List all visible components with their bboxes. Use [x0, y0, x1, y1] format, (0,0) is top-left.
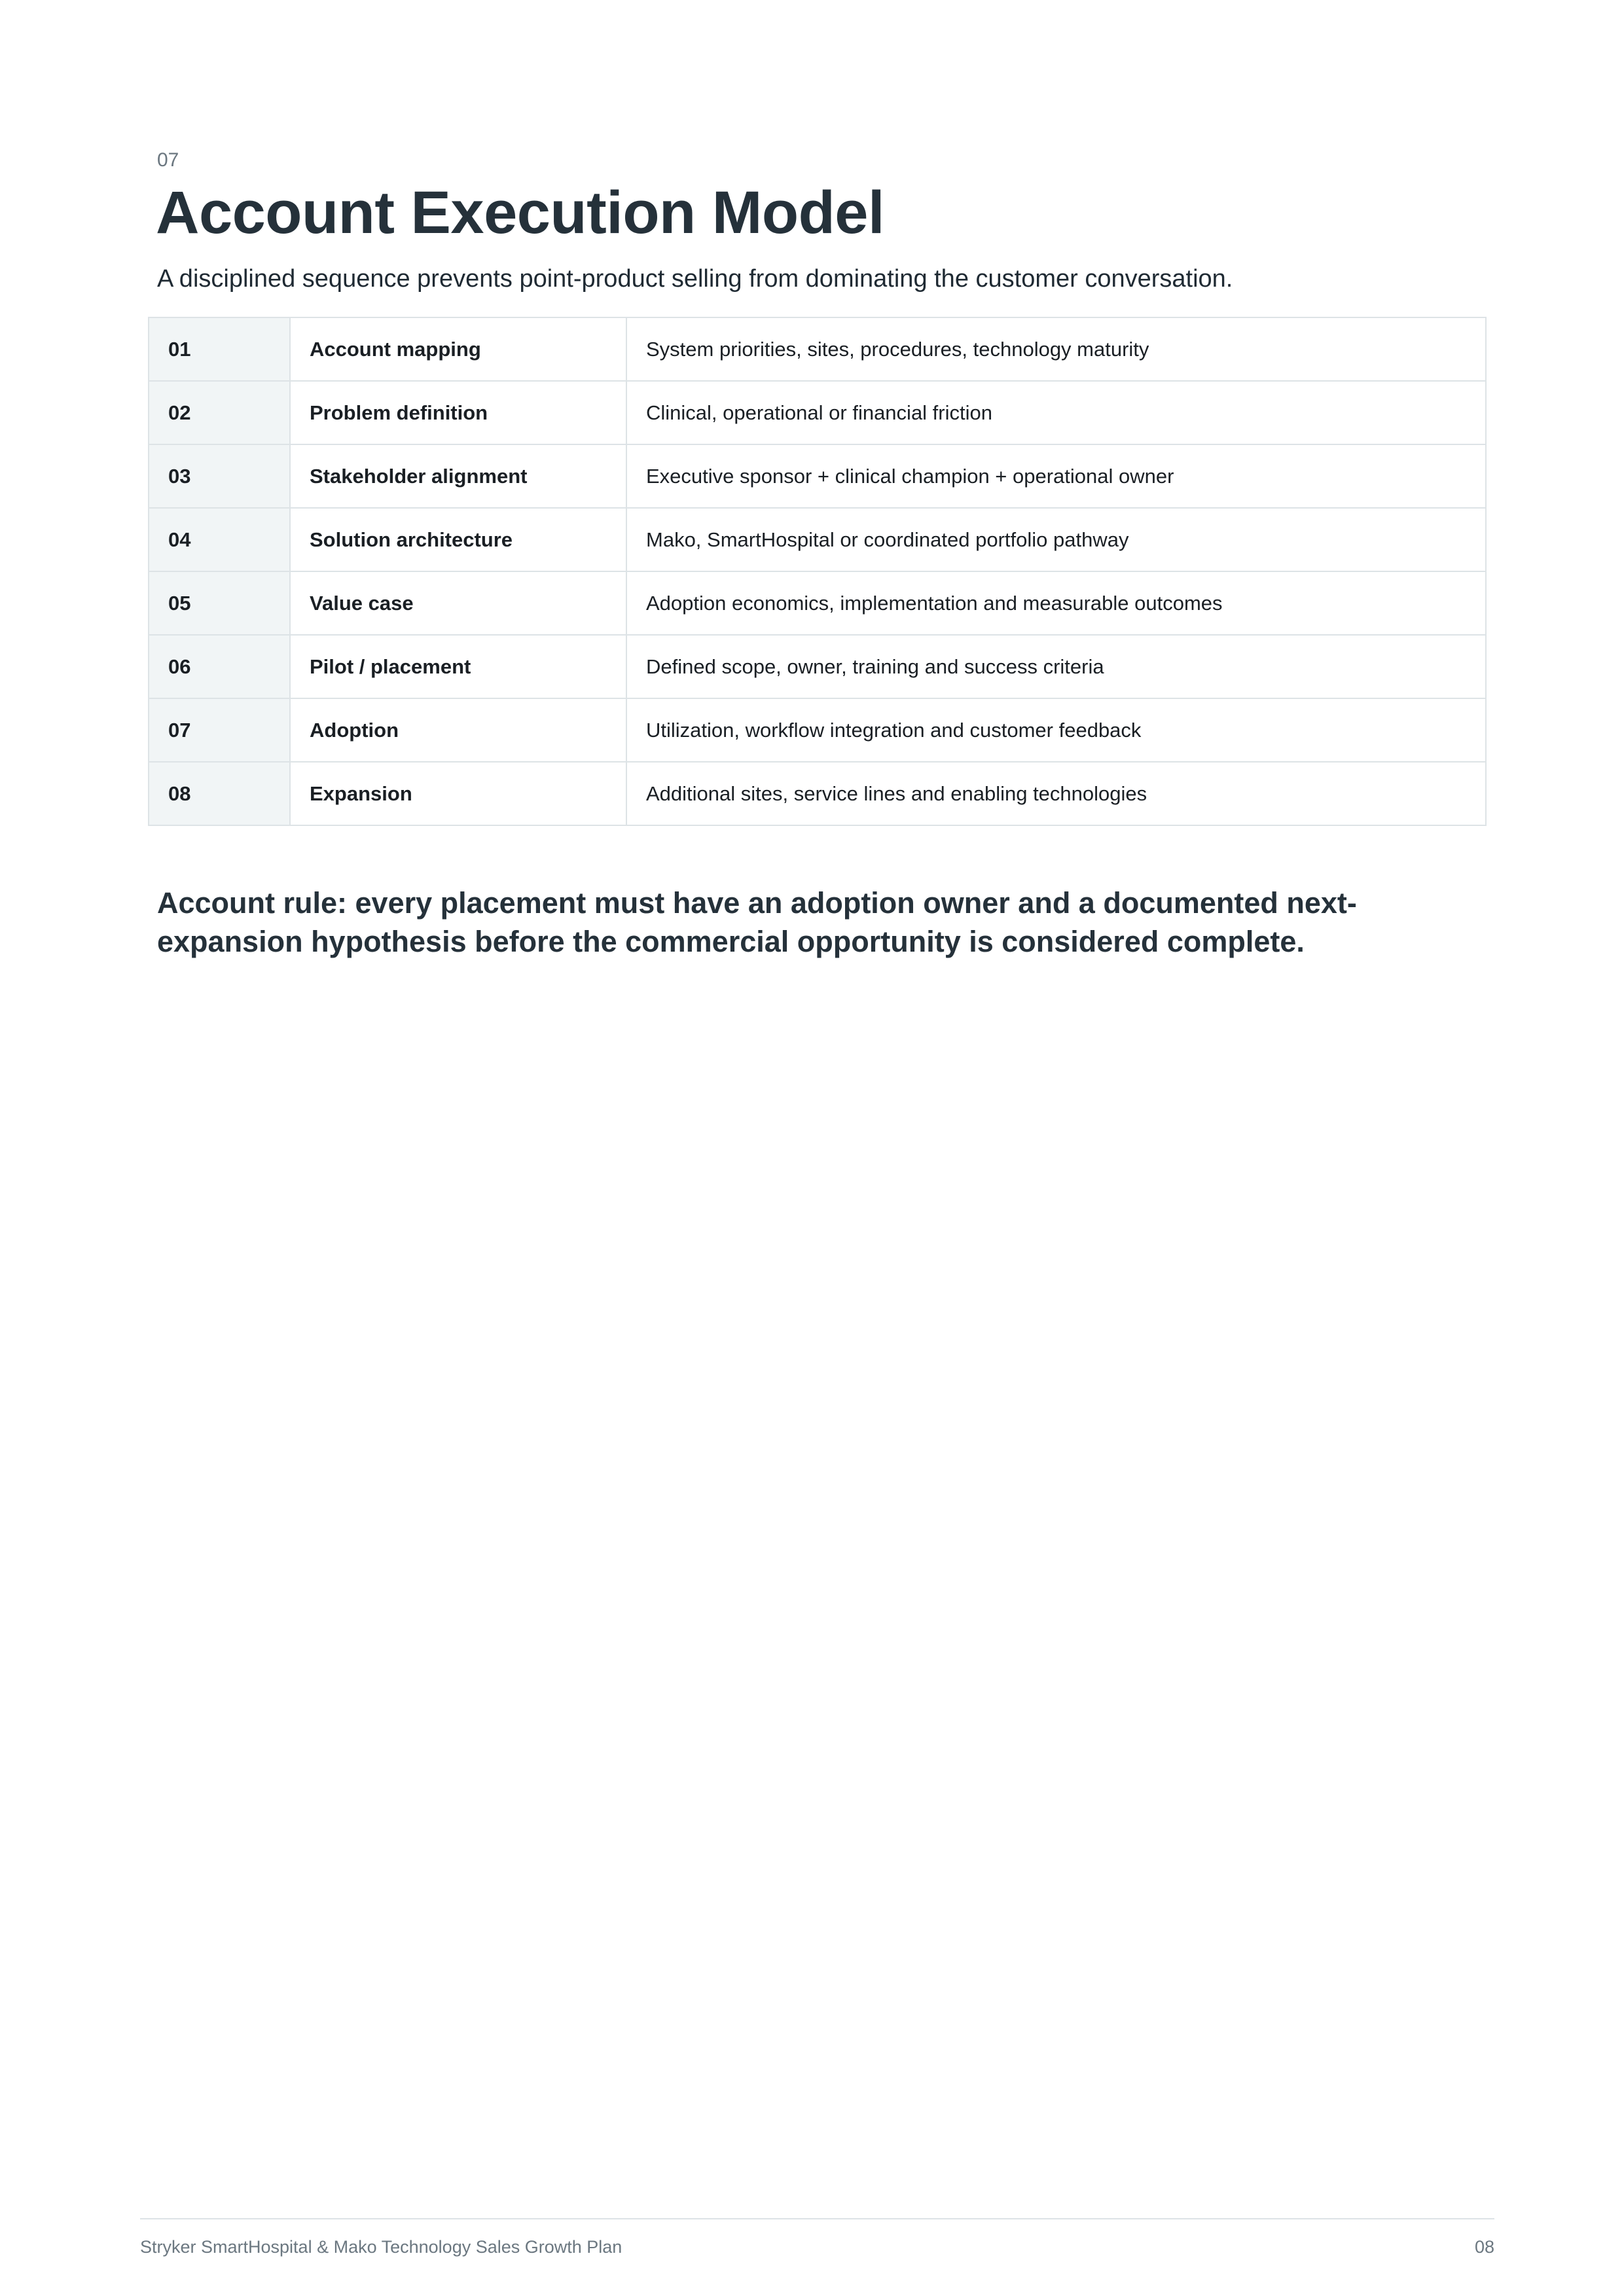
step-number: 02 [149, 381, 290, 444]
section-number: 07 [157, 149, 179, 171]
step-number: 06 [149, 635, 290, 698]
page-title: Account Execution Model [156, 179, 885, 246]
page-number: 08 [1474, 2237, 1494, 2257]
step-description: Defined scope, owner, training and success criteria [626, 635, 1486, 698]
step-number: 07 [149, 698, 290, 762]
footer-document-title: Stryker SmartHospital & Mako Technology Sales Growth Plan [140, 2237, 623, 2257]
step-description: System priorities, sites, procedures, technology maturity [626, 317, 1486, 381]
table-row [149, 381, 1486, 444]
step-number: 05 [149, 571, 290, 635]
account-rule-callout: Account rule: every placement must have an adoption owner and a documented next-expansion hypothesis before the commercial opportunity is considered complete. [157, 886, 1357, 958]
table-row [149, 444, 1486, 508]
table-row [149, 571, 1486, 635]
step-number: 04 [149, 508, 290, 571]
step-name: Expansion [290, 762, 626, 825]
step-name: Account mapping [290, 317, 626, 381]
table-row [149, 698, 1486, 762]
table-row [149, 317, 1486, 381]
step-description: Executive sponsor + clinical champion + operational owner [626, 444, 1486, 508]
step-name: Solution architecture [290, 508, 626, 571]
step-name: Stakeholder alignment [290, 444, 626, 508]
execution-steps-table [148, 317, 1487, 826]
step-name: Adoption [290, 698, 626, 762]
table-row [149, 635, 1486, 698]
table-row [149, 762, 1486, 825]
step-number: 01 [149, 317, 290, 381]
page-subtitle: A disciplined sequence prevents point-product selling from dominating the customer conversation. [157, 265, 1233, 293]
step-number: 08 [149, 762, 290, 825]
footer-divider [140, 2218, 1494, 2219]
step-number: 03 [149, 444, 290, 508]
step-name: Value case [290, 571, 626, 635]
step-name: Pilot / placement [290, 635, 626, 698]
step-name: Problem definition [290, 381, 626, 444]
step-description: Additional sites, service lines and enabling technologies [626, 762, 1486, 825]
step-description: Clinical, operational or financial friction [626, 381, 1486, 444]
step-description: Utilization, workflow integration and customer feedback [626, 698, 1486, 762]
step-description: Mako, SmartHospital or coordinated portfolio pathway [626, 508, 1486, 571]
step-description: Adoption economics, implementation and measurable outcomes [626, 571, 1486, 635]
table-row [149, 508, 1486, 571]
